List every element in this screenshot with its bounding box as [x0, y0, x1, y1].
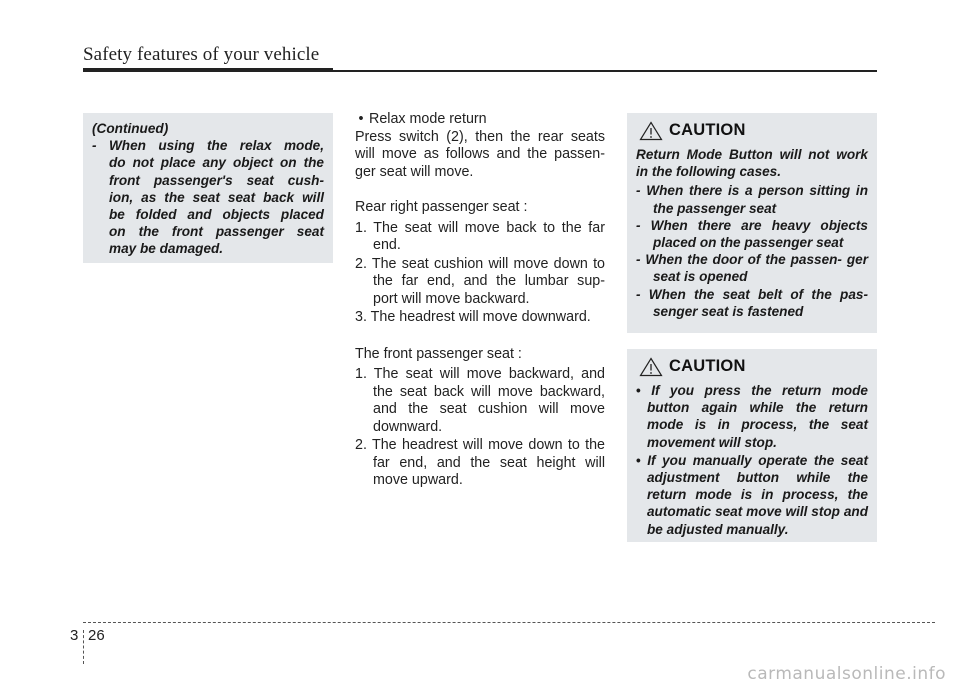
caution-item: - When the door of the passen- ger seat is opened: [636, 252, 868, 285]
warning-triangle-icon: [639, 121, 663, 141]
caution-bullet-list: [636, 382, 868, 538]
rear-seat-step: 2. The seat cushion will move down to the far end, and the lumbar sup- port will move backward.: [355, 255, 605, 307]
caution-bullet-item: [636, 382, 868, 451]
caution-bullet-text: If you press the return mode button again while the return mode is in process, the seat movement will stop.: [647, 383, 868, 450]
caution-header: [636, 119, 868, 142]
section-number: 3: [70, 627, 79, 644]
header-title: Safety features of your vehicle: [83, 44, 320, 65]
bullet-dot-icon: •: [636, 383, 652, 398]
footer-rule: [83, 622, 935, 623]
watermark: carmanualsonline.info: [747, 664, 946, 684]
front-seat-step: 1. The seat will move backward, and the seat back will move backward, and the seat cushion will move downward.: [355, 366, 605, 435]
bullet-dot-icon: •: [636, 452, 648, 468]
front-seat-step: 2. The headrest will move down to the far end, and the seat height will move upward.: [355, 437, 605, 488]
page-number: 26: [88, 627, 105, 644]
continued-line: on the front passenger seat: [109, 224, 324, 240]
rear-seat-step: 3. The headrest will move downward.: [355, 309, 591, 325]
caution-bullet-item: [636, 452, 868, 538]
footer-divider: [83, 630, 84, 664]
relax-mode-bullet-text: Relax mode return: [369, 111, 487, 127]
continued-line: do not place any object on the: [109, 155, 324, 171]
continued-line: be folded and objects placed: [109, 207, 324, 223]
warning-triangle-icon: [639, 357, 663, 377]
caution-box-manual-operation: [627, 349, 877, 542]
rear-seat-heading: Rear right passenger seat :: [355, 199, 528, 215]
continued-line: ion, as the seat seat back will: [109, 189, 324, 205]
caution-item: - When the seat belt of the pas- senger seat is fastened: [636, 286, 868, 319]
caution-box-return-mode: [627, 113, 877, 333]
header-rule-thick: [83, 68, 333, 72]
rear-seat-step: 1. The seat will move back to the far end.: [355, 219, 605, 253]
front-seat-heading: The front passenger seat :: [355, 345, 522, 362]
caution-item: - When there is a person sitting in the passenger seat: [636, 183, 868, 216]
header-rule-thin: [333, 70, 877, 72]
caution-label: CAUTION: [669, 121, 746, 139]
caution-bullet-text: If you manually operate the seat adjustment button while the return mode is in process, the automatic seat move will stop and be adjusted manually.: [647, 452, 868, 537]
caution-header: [636, 355, 868, 378]
continued-line: may be damaged.: [109, 241, 224, 257]
continued-heading: (Continued): [92, 121, 169, 136]
relax-mode-intro: Press switch (2), then the rear seats will move as follows and the passen- ger seat will move.: [355, 128, 605, 180]
relax-mode-section: [355, 111, 605, 491]
bullet-dot-icon: •: [358, 111, 364, 127]
continued-warning-box: [83, 113, 333, 263]
continued-item: [92, 137, 324, 257]
caution-intro: Return Mode Button will not work in the following cases.: [636, 147, 868, 180]
continued-line: front passenger's seat cush-: [109, 172, 324, 188]
continued-line: - When using the relax mode,: [92, 138, 324, 154]
caution-label: CAUTION: [669, 357, 746, 375]
caution-item: - When there are heavy objects placed on the passenger seat: [636, 217, 868, 251]
relax-mode-bullet: [355, 111, 605, 129]
